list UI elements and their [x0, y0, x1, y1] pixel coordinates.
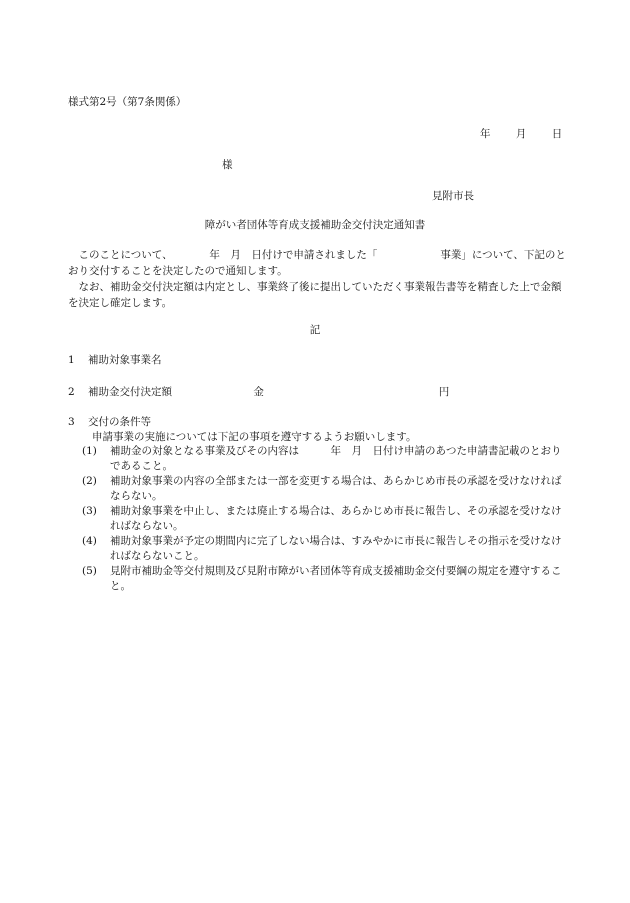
item-2-amount-prefix: 金: [253, 386, 264, 398]
condition-number: (1): [82, 445, 97, 457]
condition-item: [82, 444, 568, 474]
item-2-number: 2: [68, 386, 75, 398]
document-title: 障がい者団体等育成支援補助金交付決定通知書: [204, 219, 426, 231]
item-3-label: 交付の条件等: [88, 416, 152, 428]
condition-number: (5): [82, 565, 97, 577]
sender: 見附市長: [432, 190, 474, 202]
item-1-label: 補助対象事業名: [88, 354, 162, 366]
item-3: [68, 414, 151, 430]
item-2-label: 補助金交付決定額: [88, 386, 173, 398]
addressee: 様: [222, 159, 233, 171]
date-line: [480, 126, 562, 142]
condition-text: 補助対象事業の内容の全部または一部を変更する場合は、あらかじめ市長の承認を受けなければならない。: [110, 475, 562, 502]
condition-text: 見附市補助金等交付規則及び見附市障がい者団体等育成支援補助金交付要綱の規定を遵守すること。: [110, 565, 562, 592]
condition-text: 補助対象事業が予定の期間内に完了しない場合は、すみやかに市長に報告しその指示を受けなければならないこと。: [110, 535, 562, 562]
date-year: 年: [480, 128, 491, 140]
item-1-number: 1: [68, 354, 75, 366]
condition-item: [82, 564, 568, 594]
condition-number: (4): [82, 535, 97, 547]
body-text: [68, 247, 568, 311]
condition-number: (3): [82, 505, 97, 517]
conditions-intro: 申請事業の実施については下記の事項を遵守するようお願いします。: [92, 431, 417, 443]
ki-heading: 記: [309, 324, 321, 336]
body-paragraph-2: なお、補助金交付決定額は内定とし、事業終了後に提出していただく事業報告書等を精査した上で金額を決定し確定します。: [68, 281, 562, 309]
condition-text: 補助金の対象となる事業及びその内容は 年 月 日付け申請のあつた申請書記載のとおりであること。: [110, 445, 562, 472]
item-3-number: 3: [68, 416, 75, 428]
condition-number: (2): [82, 475, 97, 487]
condition-text: 補助対象事業を中止し、または廃止する場合は、あらかじめ市長に報告し、その承認を受けなければならない。: [110, 505, 562, 532]
condition-item: [82, 474, 568, 504]
condition-item: [82, 534, 568, 564]
conditions-list: [82, 444, 568, 594]
item-2-amount-suffix: 円: [438, 386, 450, 398]
body-paragraph-1: このことについて、 年 月 日付けで申請されました「 事業」について、下記のとおり交付することを決定したので通知します。: [68, 249, 566, 277]
item-1: [68, 352, 162, 368]
date-month: 月: [515, 128, 527, 140]
form-number: 様式第2号（第7条関係）: [68, 96, 187, 108]
condition-item: [82, 504, 568, 534]
date-day: 日: [551, 128, 563, 140]
item-2: [68, 384, 449, 400]
